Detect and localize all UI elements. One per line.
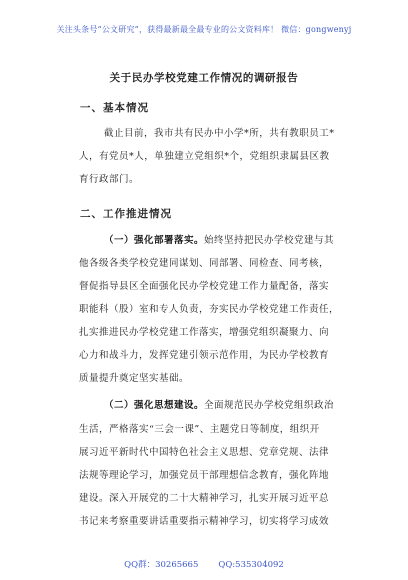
- paragraph-line: 生活，严格落实“三会一课”、主题党日等制度，组织开: [79, 424, 320, 435]
- paragraph-lead: （二）强化思想建设。: [104, 400, 205, 411]
- paragraph-line: [104, 400, 334, 412]
- paragraph-text: 全面规范民办学校党组织政治: [204, 400, 335, 411]
- paragraph-line: 心力和战斗力，发挥党建引领示范作用，为民办学校教育: [79, 350, 330, 361]
- section-heading-basic: 一、基本情况: [80, 102, 149, 114]
- footer-contact: [0, 558, 408, 570]
- section-heading-progress: 二、工作推进情况: [80, 208, 172, 220]
- paragraph-line: 展习近平新时代中国特色社会主义思想、党章党规、法律: [79, 447, 330, 458]
- footer-qq-group: QQ群：30265665: [124, 560, 199, 570]
- paragraph-text: 始终坚持把民办学校党建与其: [204, 235, 335, 246]
- paragraph-line: 建设。深入开展党的二十大精神学习，扎实开展习近平总: [79, 493, 330, 504]
- document-title: 关于民办学校党建工作情况的调研报告: [109, 72, 299, 84]
- paragraph-line: 他各级各类学校党建同谋划、同部署、同检查、同考核，: [79, 258, 330, 269]
- paragraph-line: 书记来考察重要讲话重要指示精神学习，切实将学习成效: [79, 516, 330, 527]
- paragraph-line: [104, 235, 334, 247]
- paragraph-line: 职能科（股）室和专人负责，夯实民办学校党建工作责任，: [79, 304, 340, 315]
- paragraph-line: 人，有党员*人，单独建立党组织*个，党组织隶属县区教: [79, 151, 330, 162]
- paragraph-line: 督促指导县区全面强化民办学校党建工作力量配备，落实: [79, 281, 330, 292]
- footer-qq-number: QQ:535304092: [218, 560, 284, 570]
- paragraph-lead: （一）强化部署落实。: [104, 235, 205, 246]
- paragraph-line: 质量提升奠定坚实基础。: [79, 373, 190, 384]
- paragraph-line: 育行政部门。: [79, 174, 140, 185]
- paragraph-line: 法规等理论学习，加强党员干部理想信念教育，强化阵地: [79, 470, 330, 481]
- header-promo-note: 关注头条号“公文研究”，获得最新最全最专业的公文资料库！ 微信：gongwenyj: [56, 25, 352, 34]
- paragraph-line: 扎实推进民办学校党建工作落实，增强党组织凝聚力、向: [79, 327, 330, 338]
- paragraph-line: 截止目前，我市共有民办中小学*所，共有教职员工*: [104, 128, 335, 139]
